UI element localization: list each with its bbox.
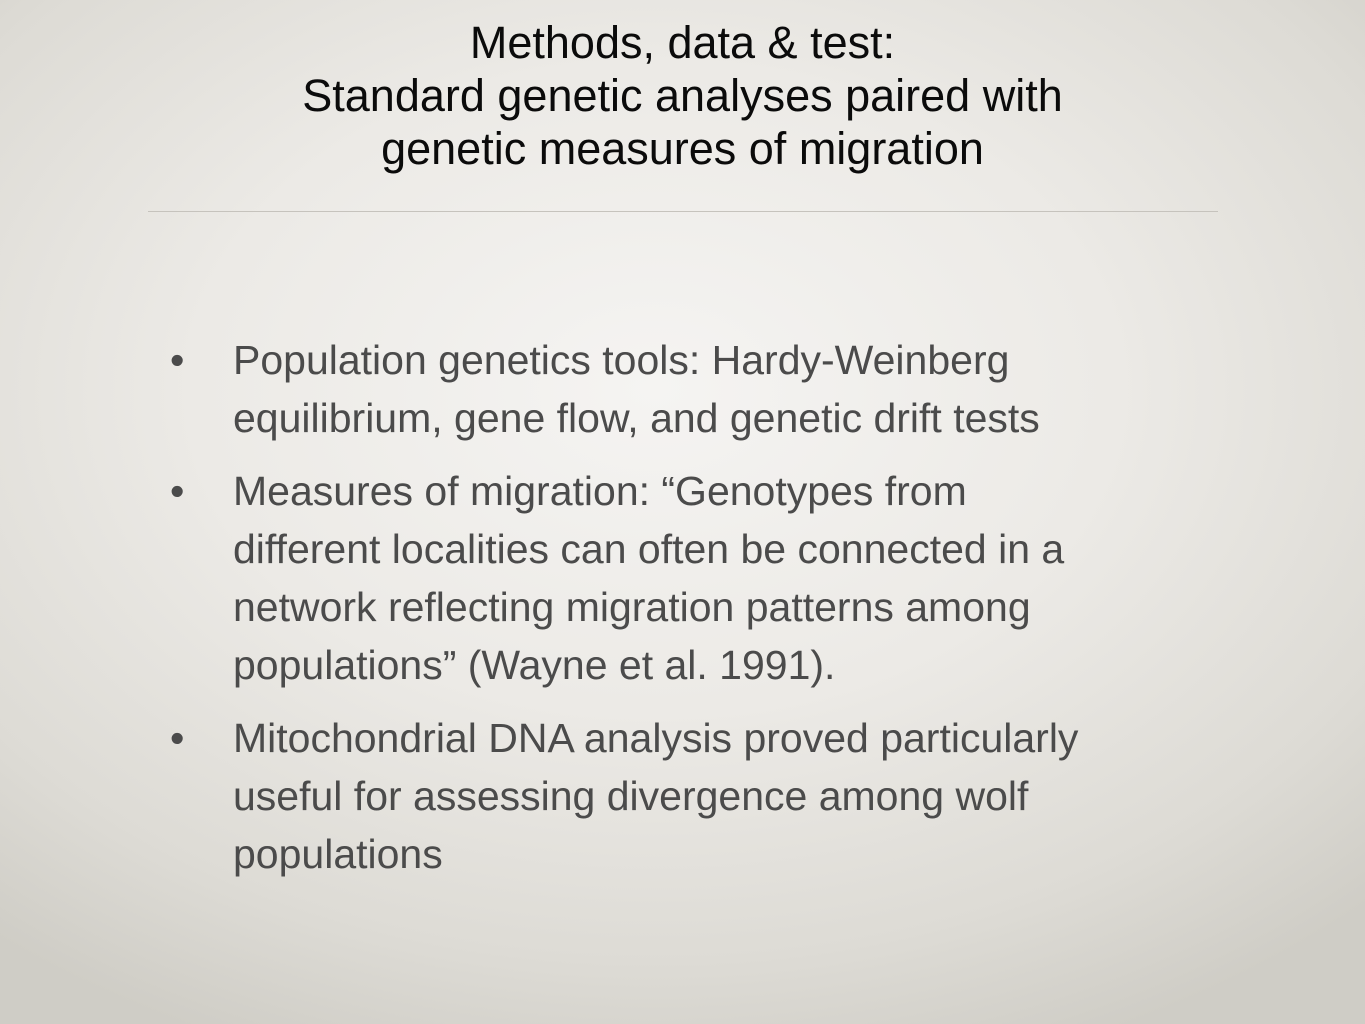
- bullet-text-line: equilibrium, gene flow, and genetic drift tests: [233, 395, 1040, 441]
- bullet-text-line: populations” (Wayne et al. 1991).: [233, 642, 836, 688]
- bullet-text-line: Population genetics tools: Hardy-Weinberg: [233, 337, 1010, 383]
- bullet-list: [170, 331, 1250, 898]
- title-divider: [148, 211, 1218, 212]
- bullet-text-line: Measures of migration: “Genotypes from: [233, 468, 967, 514]
- bullet-text-line: useful for assessing divergence among wolf: [233, 773, 1029, 819]
- bullet-item-mitochondrial-dna: [170, 709, 1250, 883]
- bullet-item-population-genetics: [170, 331, 1250, 447]
- title-line: genetic measures of migration: [381, 123, 984, 174]
- bullet-text-line: populations: [233, 831, 443, 877]
- title-line: Methods, data & test:: [469, 17, 896, 68]
- bullet-dot-icon: •: [170, 715, 185, 761]
- bullet-text-line: different localities can often be connected in a: [233, 526, 1065, 572]
- slide-title: [100, 16, 1265, 175]
- bullet-text-line: Mitochondrial DNA analysis proved particularly: [233, 715, 1079, 761]
- bullet-dot-icon: •: [170, 468, 185, 514]
- bullet-dot-icon: •: [170, 337, 185, 383]
- title-line: Standard genetic analyses paired with: [302, 70, 1063, 121]
- bullet-text-line: network reflecting migration patterns among: [233, 584, 1031, 630]
- bullet-item-measures-of-migration: [170, 462, 1250, 694]
